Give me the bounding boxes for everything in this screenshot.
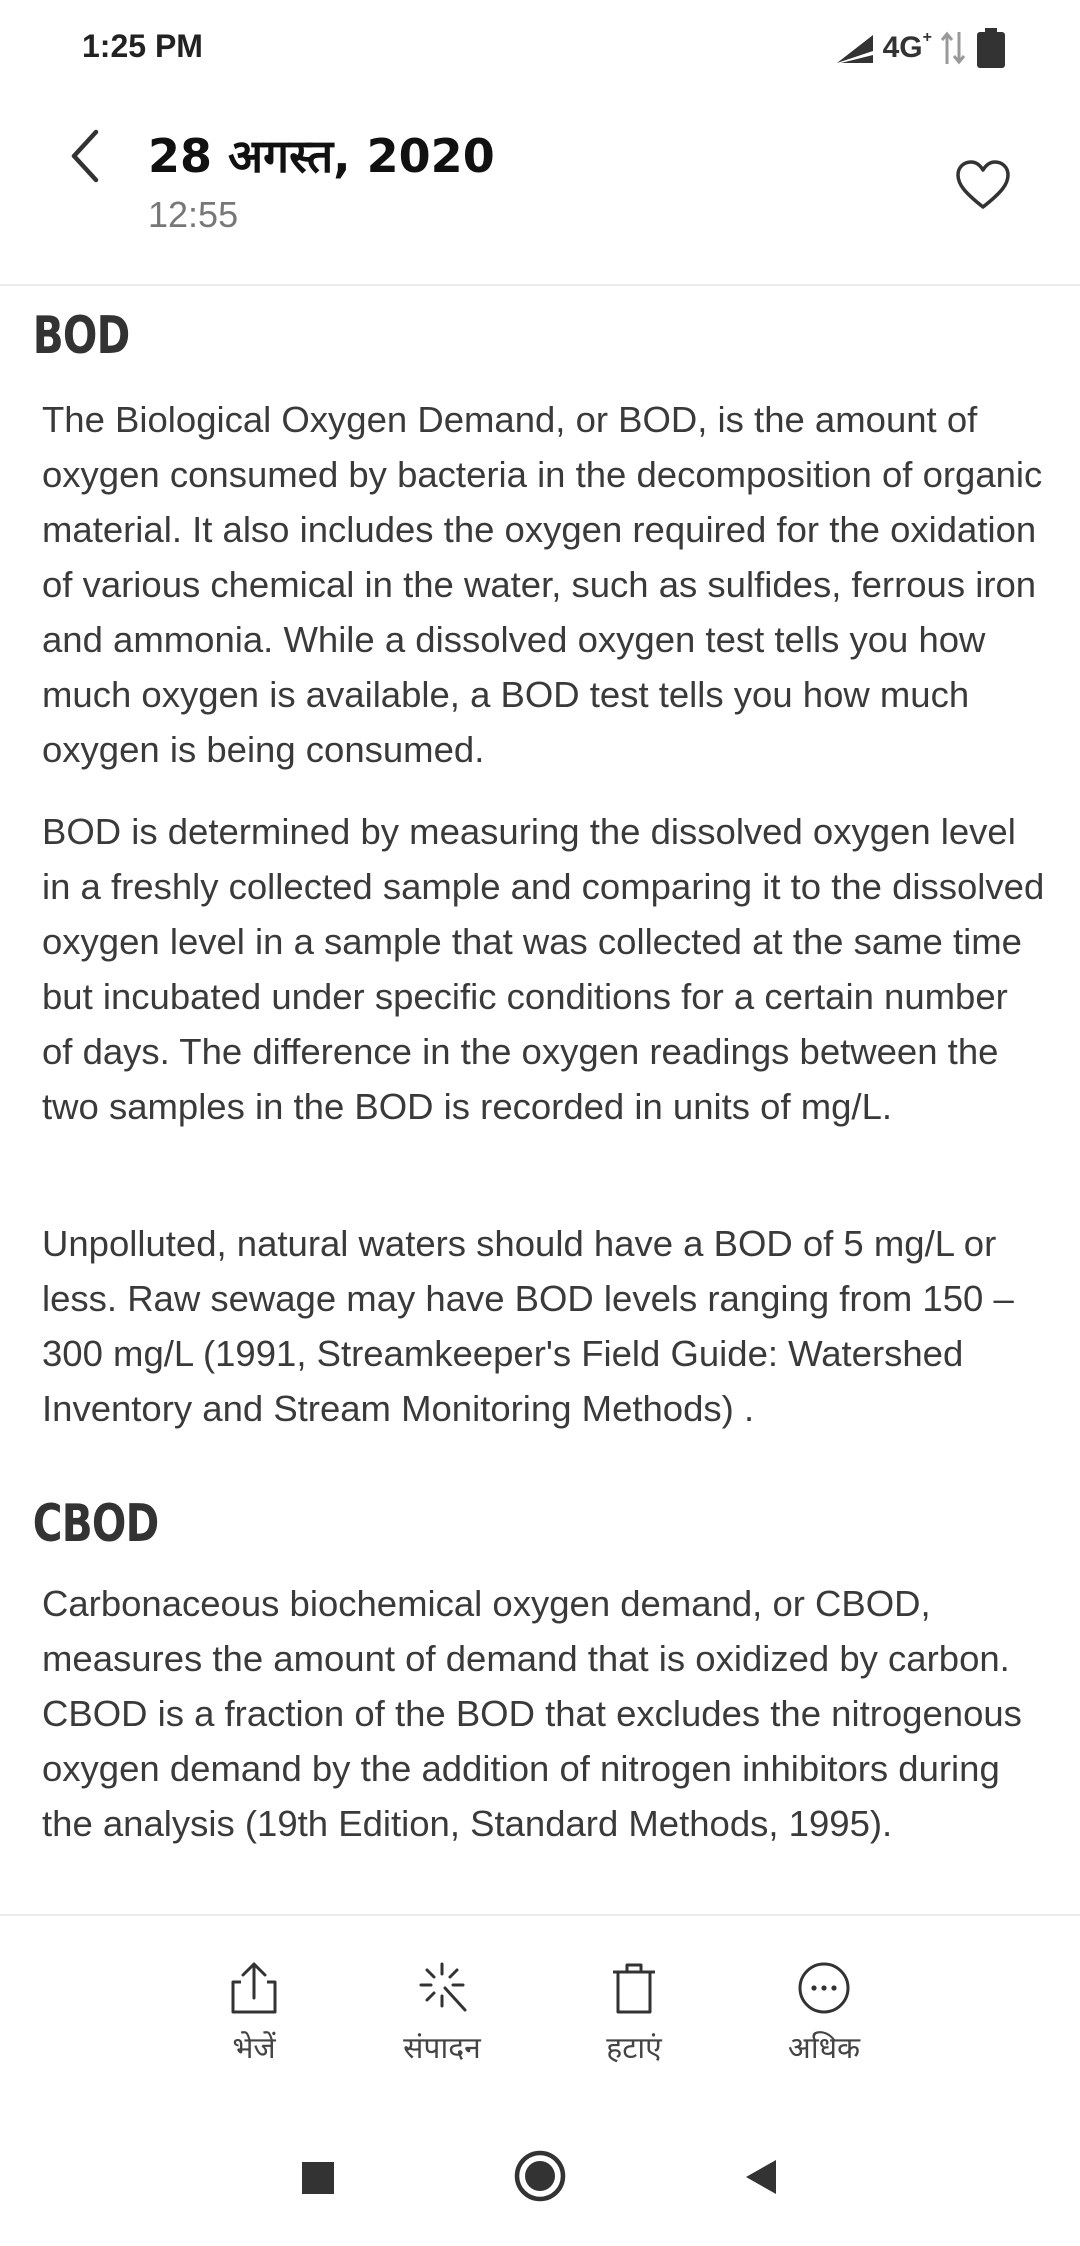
paragraph: Unpolluted, natural waters should have a BOD of 5 mg/L or less. Raw sewage may have BOD levels ranging from 150 – 300 mg/L (1991, Streamkeeper's Field Guide: Watershed Inventory and Stream Monitoring Methods) .: [42, 1223, 1014, 1429]
share-icon: [227, 1960, 281, 2016]
edit-label: संपादन: [403, 2031, 481, 2066]
magic-edit-icon: [415, 1960, 469, 2016]
note-toolbar: [0, 1914, 1080, 2120]
section-heading-cbod: CBOD: [32, 1494, 159, 1554]
back-triangle-icon: [740, 2156, 780, 2196]
send-button[interactable]: [184, 1960, 324, 2080]
note-header: [0, 98, 1080, 286]
paragraph: BOD is determined by measuring the dissolved oxygen level in a freshly collected sample and comparing it to the dissolved oxygen level in a sample that was collected at the same time but incubated under specific conditions for a certain number of days. The difference in the oxygen readings between the two samples in the BOD is recorded in units of mg/L.: [42, 811, 1045, 1127]
signal-icon: [835, 31, 875, 65]
delete-button[interactable]: [564, 1960, 704, 2080]
back-button[interactable]: [60, 126, 116, 186]
favorite-button[interactable]: [954, 158, 1012, 212]
send-label: भेजें: [232, 2031, 276, 2066]
system-nav-bar: [0, 2118, 1080, 2246]
heart-icon: [954, 158, 1012, 212]
note-time: 12:55: [148, 194, 239, 235]
recents-button[interactable]: [298, 2156, 338, 2201]
recents-square-icon: [298, 2156, 338, 2196]
status-bar: [0, 0, 1080, 98]
note-body[interactable]: [0, 286, 1080, 1914]
section-heading-bod: BOD: [32, 306, 130, 366]
trash-icon: [607, 1960, 661, 2016]
paragraph: The Biological Oxygen Demand, or BOD, is the amount of oxygen consumed by bacteria in the decomposition of organic material. It also includes the oxygen required for the oxidation of various chemical in the water, such as sulfides, ferrous iron and ammonia. While a dissolved oxygen test tells you how much oxygen is available, a BOD test tells you how much oxygen is being consumed.: [42, 399, 1043, 770]
network-type: 4G+: [882, 29, 932, 64]
more-button[interactable]: [754, 1960, 894, 2080]
note-date: 28 अगस्त, 2020: [148, 129, 495, 183]
back-nav-button[interactable]: [740, 2156, 780, 2201]
home-circle-icon: [512, 2148, 568, 2204]
more-label: अधिक: [787, 2031, 861, 2066]
paragraph: Carbonaceous biochemical oxygen demand, or CBOD, measures the amount of demand that is oxidized by carbon. CBOD is a fraction of the BOD that excludes the nitrogenous oxygen demand by the addition of nitrogen inhibitors during the analysis (19th Edition, Standard Methods, 1995).: [42, 1583, 1022, 1844]
status-time: 1:25 PM: [82, 28, 203, 64]
battery-icon: [974, 27, 1008, 69]
status-icons: [835, 24, 1008, 72]
home-button[interactable]: [512, 2148, 568, 2209]
data-arrows-icon: [940, 30, 966, 66]
back-arrow-icon: [60, 126, 116, 186]
more-dots-icon: [797, 1960, 851, 2016]
edit-button[interactable]: [372, 1960, 512, 2080]
delete-label: हटाएं: [606, 2031, 662, 2066]
